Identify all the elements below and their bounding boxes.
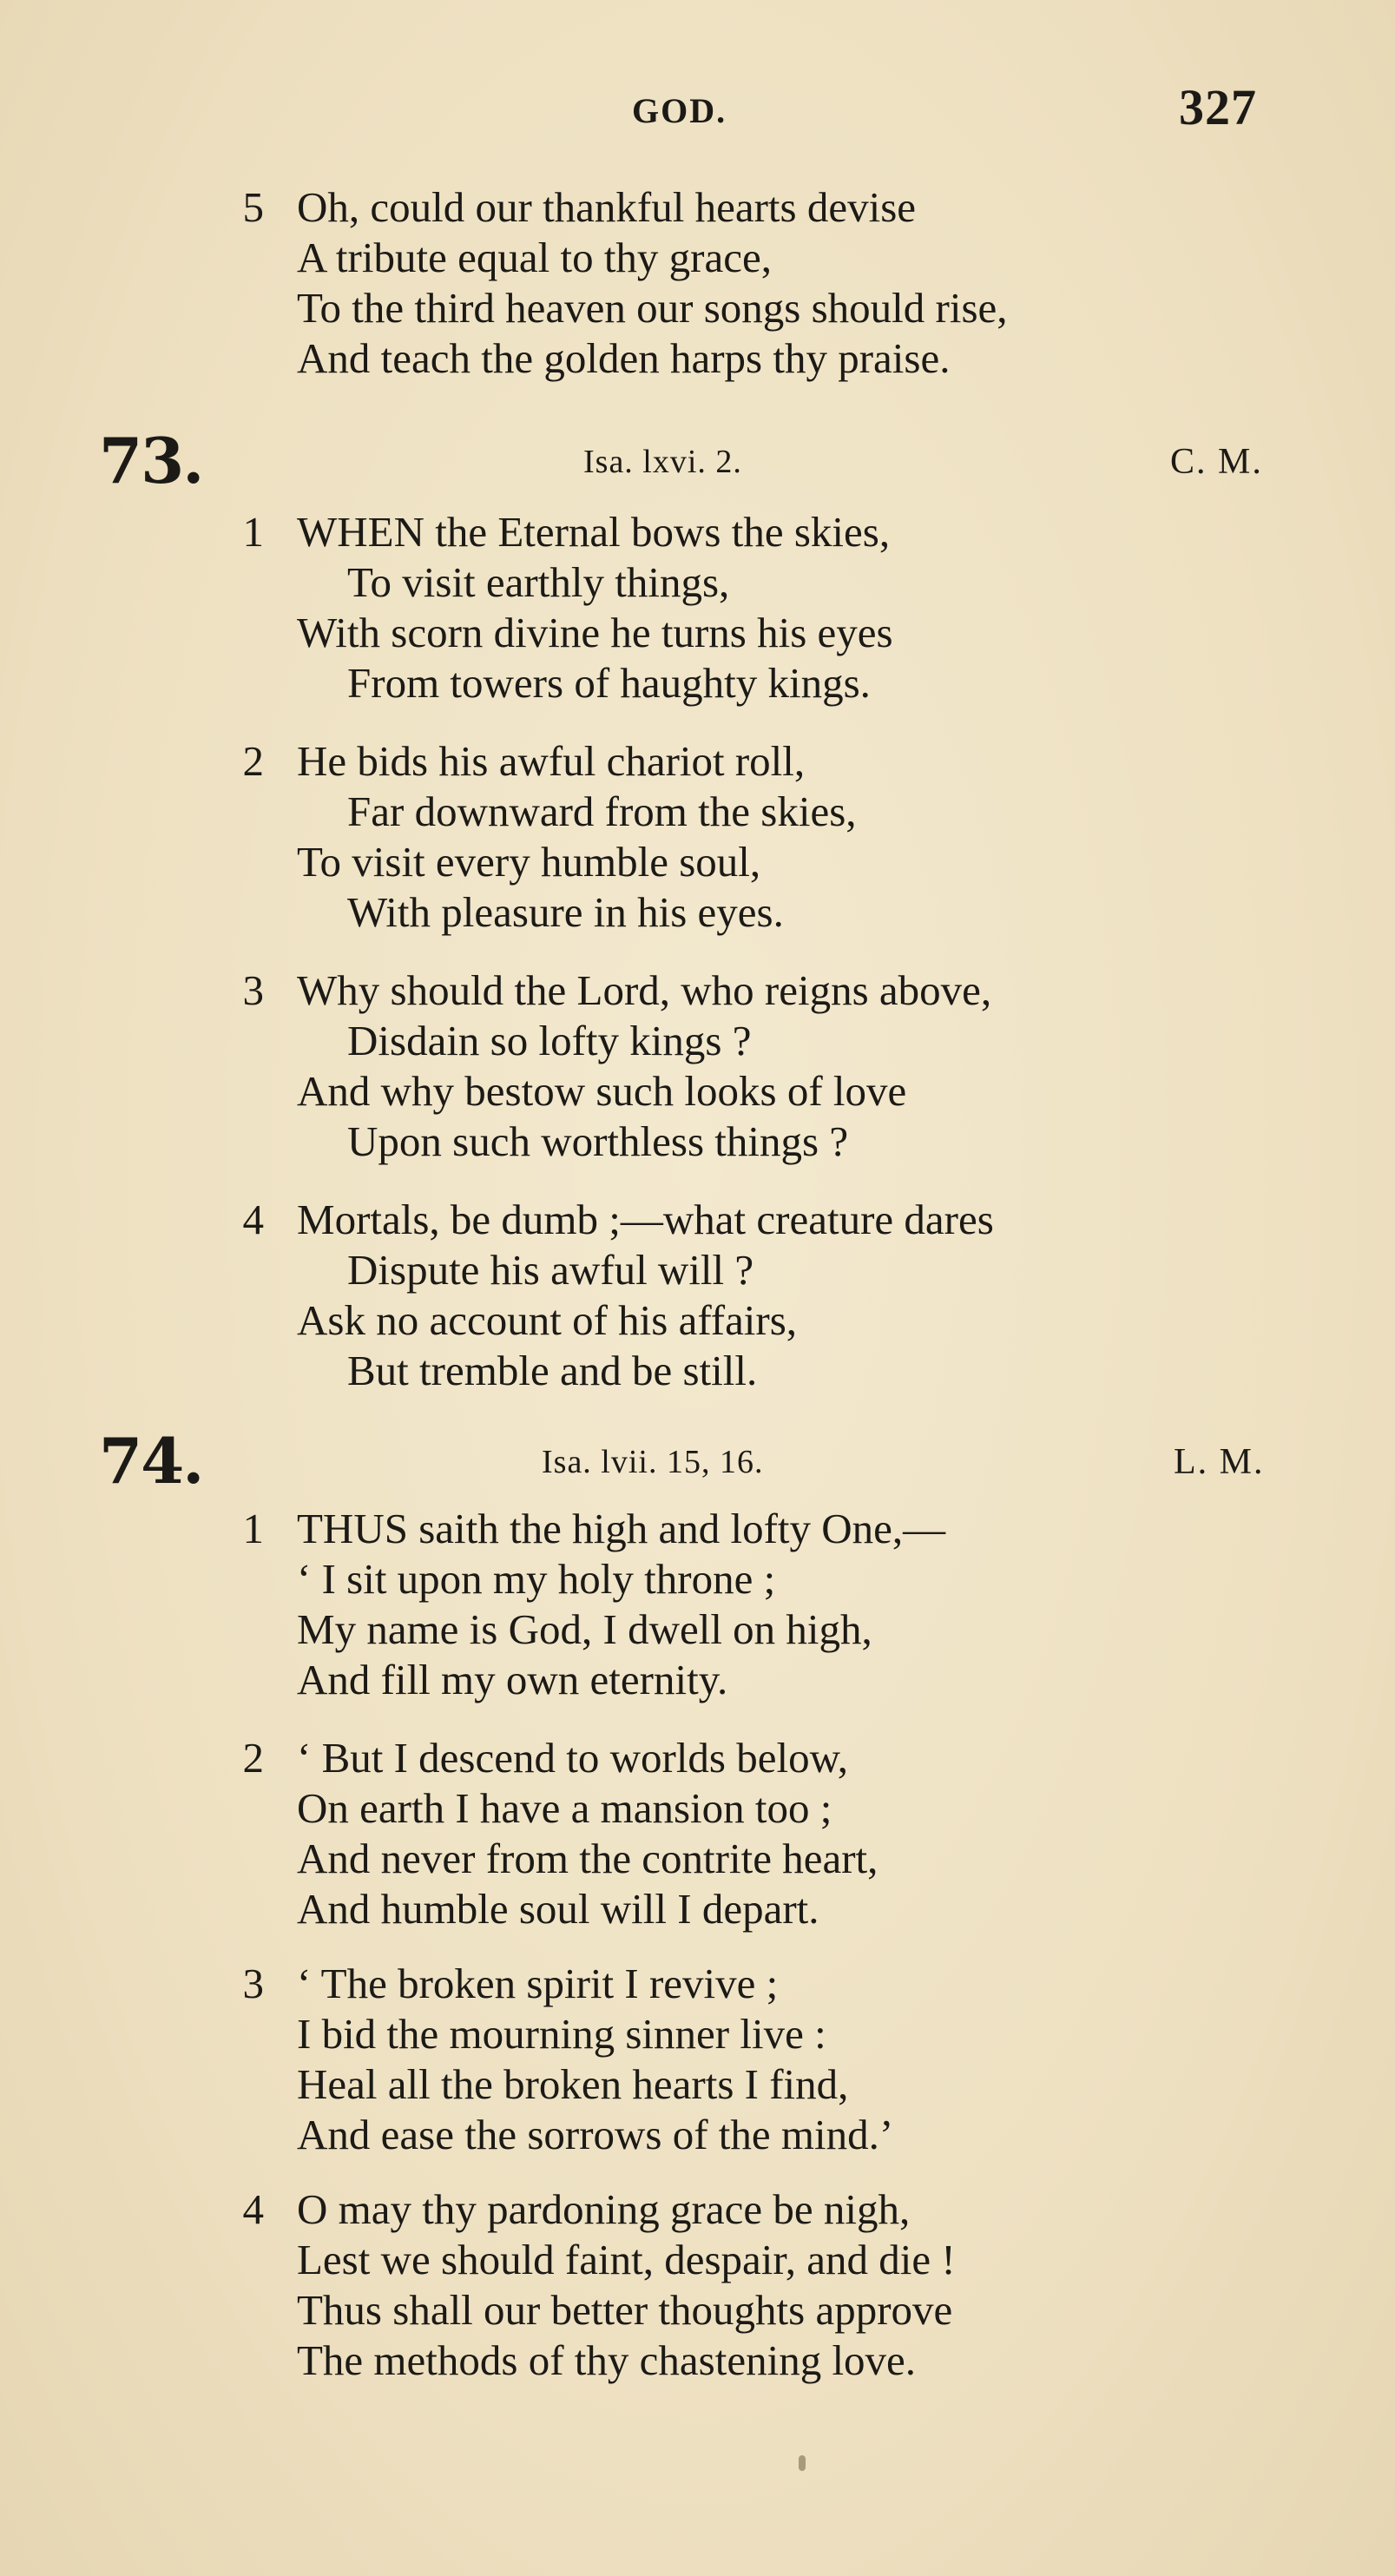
verse-text: On earth I have a mansion too ; bbox=[297, 1784, 832, 1832]
stanza-number: 2 bbox=[242, 1734, 264, 1782]
verse-line bbox=[243, 1884, 1285, 1934]
verse-text: ‘ The broken spirit I revive ; bbox=[297, 1960, 779, 2007]
running-head bbox=[0, 79, 1395, 144]
verse-text: And humble soul will I depart. bbox=[297, 1885, 819, 1933]
verse-text: A tribute equal to thy grace, bbox=[297, 234, 772, 281]
verse-line bbox=[243, 1959, 1285, 2009]
verse-line bbox=[243, 2059, 1285, 2110]
stanza-number: 4 bbox=[242, 2185, 264, 2233]
verse-line bbox=[243, 837, 1285, 887]
hymn-number: 74. bbox=[99, 1424, 203, 1498]
verse-line bbox=[243, 736, 1285, 787]
stanza-continued bbox=[243, 182, 1285, 384]
verse-line bbox=[243, 1295, 1285, 1346]
verse-text: Dispute his awful will ? bbox=[347, 1246, 754, 1294]
verse-text: Far downward from the skies, bbox=[347, 787, 857, 835]
verse-text: My name is God, I dwell on high, bbox=[297, 1605, 872, 1653]
verse-text: He bids his awful chariot roll, bbox=[297, 737, 806, 785]
verse-text: With scorn divine he turns his eyes bbox=[297, 609, 893, 656]
verse-text: And ease the sorrows of the mind.’ bbox=[297, 2111, 894, 2158]
verse-text: O may thy pardoning grace be nigh, bbox=[297, 2185, 911, 2233]
verse-line bbox=[243, 787, 1285, 837]
verse-text: And fill my own eternity. bbox=[297, 1656, 728, 1703]
verse-line bbox=[243, 608, 1285, 658]
verse-line bbox=[243, 2235, 1285, 2285]
hymn-heading bbox=[0, 424, 1395, 497]
stanza-number: 4 bbox=[242, 1196, 264, 1243]
verse-line bbox=[243, 1783, 1285, 1834]
stanza bbox=[243, 507, 1285, 708]
verse-text: And why bestow such looks of love bbox=[297, 1067, 907, 1115]
stanza-number: 3 bbox=[242, 966, 264, 1014]
verse-line bbox=[243, 1834, 1285, 1884]
hymn-heading bbox=[0, 1424, 1395, 1498]
page-number: 327 bbox=[1179, 79, 1257, 135]
verse-line bbox=[243, 1554, 1285, 1604]
verse-text: I bid the mourning sinner live : bbox=[297, 2010, 826, 2058]
verse-text: WHEN the Eternal bows the skies, bbox=[297, 508, 891, 556]
verse-line bbox=[243, 2336, 1285, 2386]
verse-line bbox=[243, 658, 1285, 708]
verse-text: The methods of thy chastening love. bbox=[297, 2336, 917, 2384]
verse-text: Why should the Lord, who reigns above, bbox=[297, 966, 992, 1014]
verse-text: Heal all the broken hearts I find, bbox=[297, 2060, 849, 2108]
stanza bbox=[243, 1733, 1285, 1934]
verse-text: And teach the golden harps thy praise. bbox=[297, 334, 951, 382]
stanza bbox=[243, 965, 1285, 1167]
verse-line bbox=[243, 1016, 1285, 1066]
verse-line bbox=[243, 1504, 1285, 1554]
stanza bbox=[243, 1959, 1285, 2160]
verse-text: Disdain so lofty kings ? bbox=[347, 1017, 752, 1064]
verse-text: THUS saith the high and lofty One,— bbox=[297, 1505, 946, 1552]
verse-text: To the third heaven our songs should rise, bbox=[297, 284, 1008, 332]
verse-line bbox=[243, 965, 1285, 1016]
verse-line bbox=[243, 507, 1285, 557]
stanza-number: 5 bbox=[242, 183, 264, 231]
ink-smudge bbox=[799, 2455, 806, 2471]
verse-line bbox=[243, 1604, 1285, 1655]
verse-line bbox=[243, 1655, 1285, 1705]
verse-text: ‘ I sit upon my holy throne ; bbox=[297, 1555, 776, 1603]
stanza bbox=[243, 2184, 1285, 2386]
verse-text: ‘ But I descend to worlds below, bbox=[297, 1734, 849, 1782]
verse-text: To visit earthly things, bbox=[347, 558, 730, 606]
verse-line bbox=[243, 887, 1285, 938]
hymn-meter: C. M. bbox=[1170, 442, 1263, 482]
verse-text: Lest we should faint, despair, and die ! bbox=[297, 2236, 956, 2283]
scripture-reference: Isa. lxvi. 2. bbox=[583, 444, 742, 480]
verse-line bbox=[243, 1346, 1285, 1396]
verse-text: Upon such worthless things ? bbox=[347, 1117, 849, 1165]
stanza-number: 1 bbox=[242, 508, 264, 556]
verse-line bbox=[243, 1733, 1285, 1783]
verse-text: But tremble and be still. bbox=[347, 1347, 758, 1394]
verse-line bbox=[243, 1195, 1285, 1245]
verse-line bbox=[243, 1066, 1285, 1117]
verse-text: From towers of haughty kings. bbox=[347, 659, 871, 707]
verse-line bbox=[243, 1117, 1285, 1167]
stanza bbox=[243, 1504, 1285, 1705]
verse-line bbox=[243, 233, 1285, 283]
verse-text: Oh, could our thankful hearts devise bbox=[297, 183, 917, 231]
verse-line bbox=[243, 1245, 1285, 1295]
verse-text: And never from the contrite heart, bbox=[297, 1835, 878, 1882]
running-title: GOD. bbox=[632, 91, 727, 130]
verse-line bbox=[243, 2009, 1285, 2059]
verse-line bbox=[243, 182, 1285, 233]
verse-line bbox=[243, 333, 1285, 384]
verse-line bbox=[243, 557, 1285, 608]
verse-line bbox=[243, 2110, 1285, 2160]
verse-text: Mortals, be dumb ;—what creature dares bbox=[297, 1196, 994, 1243]
hymn-meter: L. M. bbox=[1174, 1442, 1265, 1482]
stanza bbox=[243, 1195, 1285, 1396]
stanza bbox=[243, 736, 1285, 938]
verse-line bbox=[243, 2184, 1285, 2235]
stanza-number: 2 bbox=[242, 737, 264, 785]
hymn-number: 73. bbox=[99, 424, 203, 497]
stanza-number: 3 bbox=[242, 1960, 264, 2007]
stanza-number: 1 bbox=[242, 1505, 264, 1552]
verse-text: Ask no account of his affairs, bbox=[297, 1296, 798, 1344]
verse-line bbox=[243, 2285, 1285, 2336]
verse-text: To visit every humble soul, bbox=[297, 838, 761, 886]
scripture-reference: Isa. lvii. 15, 16. bbox=[542, 1444, 764, 1480]
verse-line bbox=[243, 283, 1285, 333]
verse-text: Thus shall our better thoughts approve bbox=[297, 2286, 953, 2334]
verse-text: With pleasure in his eyes. bbox=[347, 888, 784, 936]
